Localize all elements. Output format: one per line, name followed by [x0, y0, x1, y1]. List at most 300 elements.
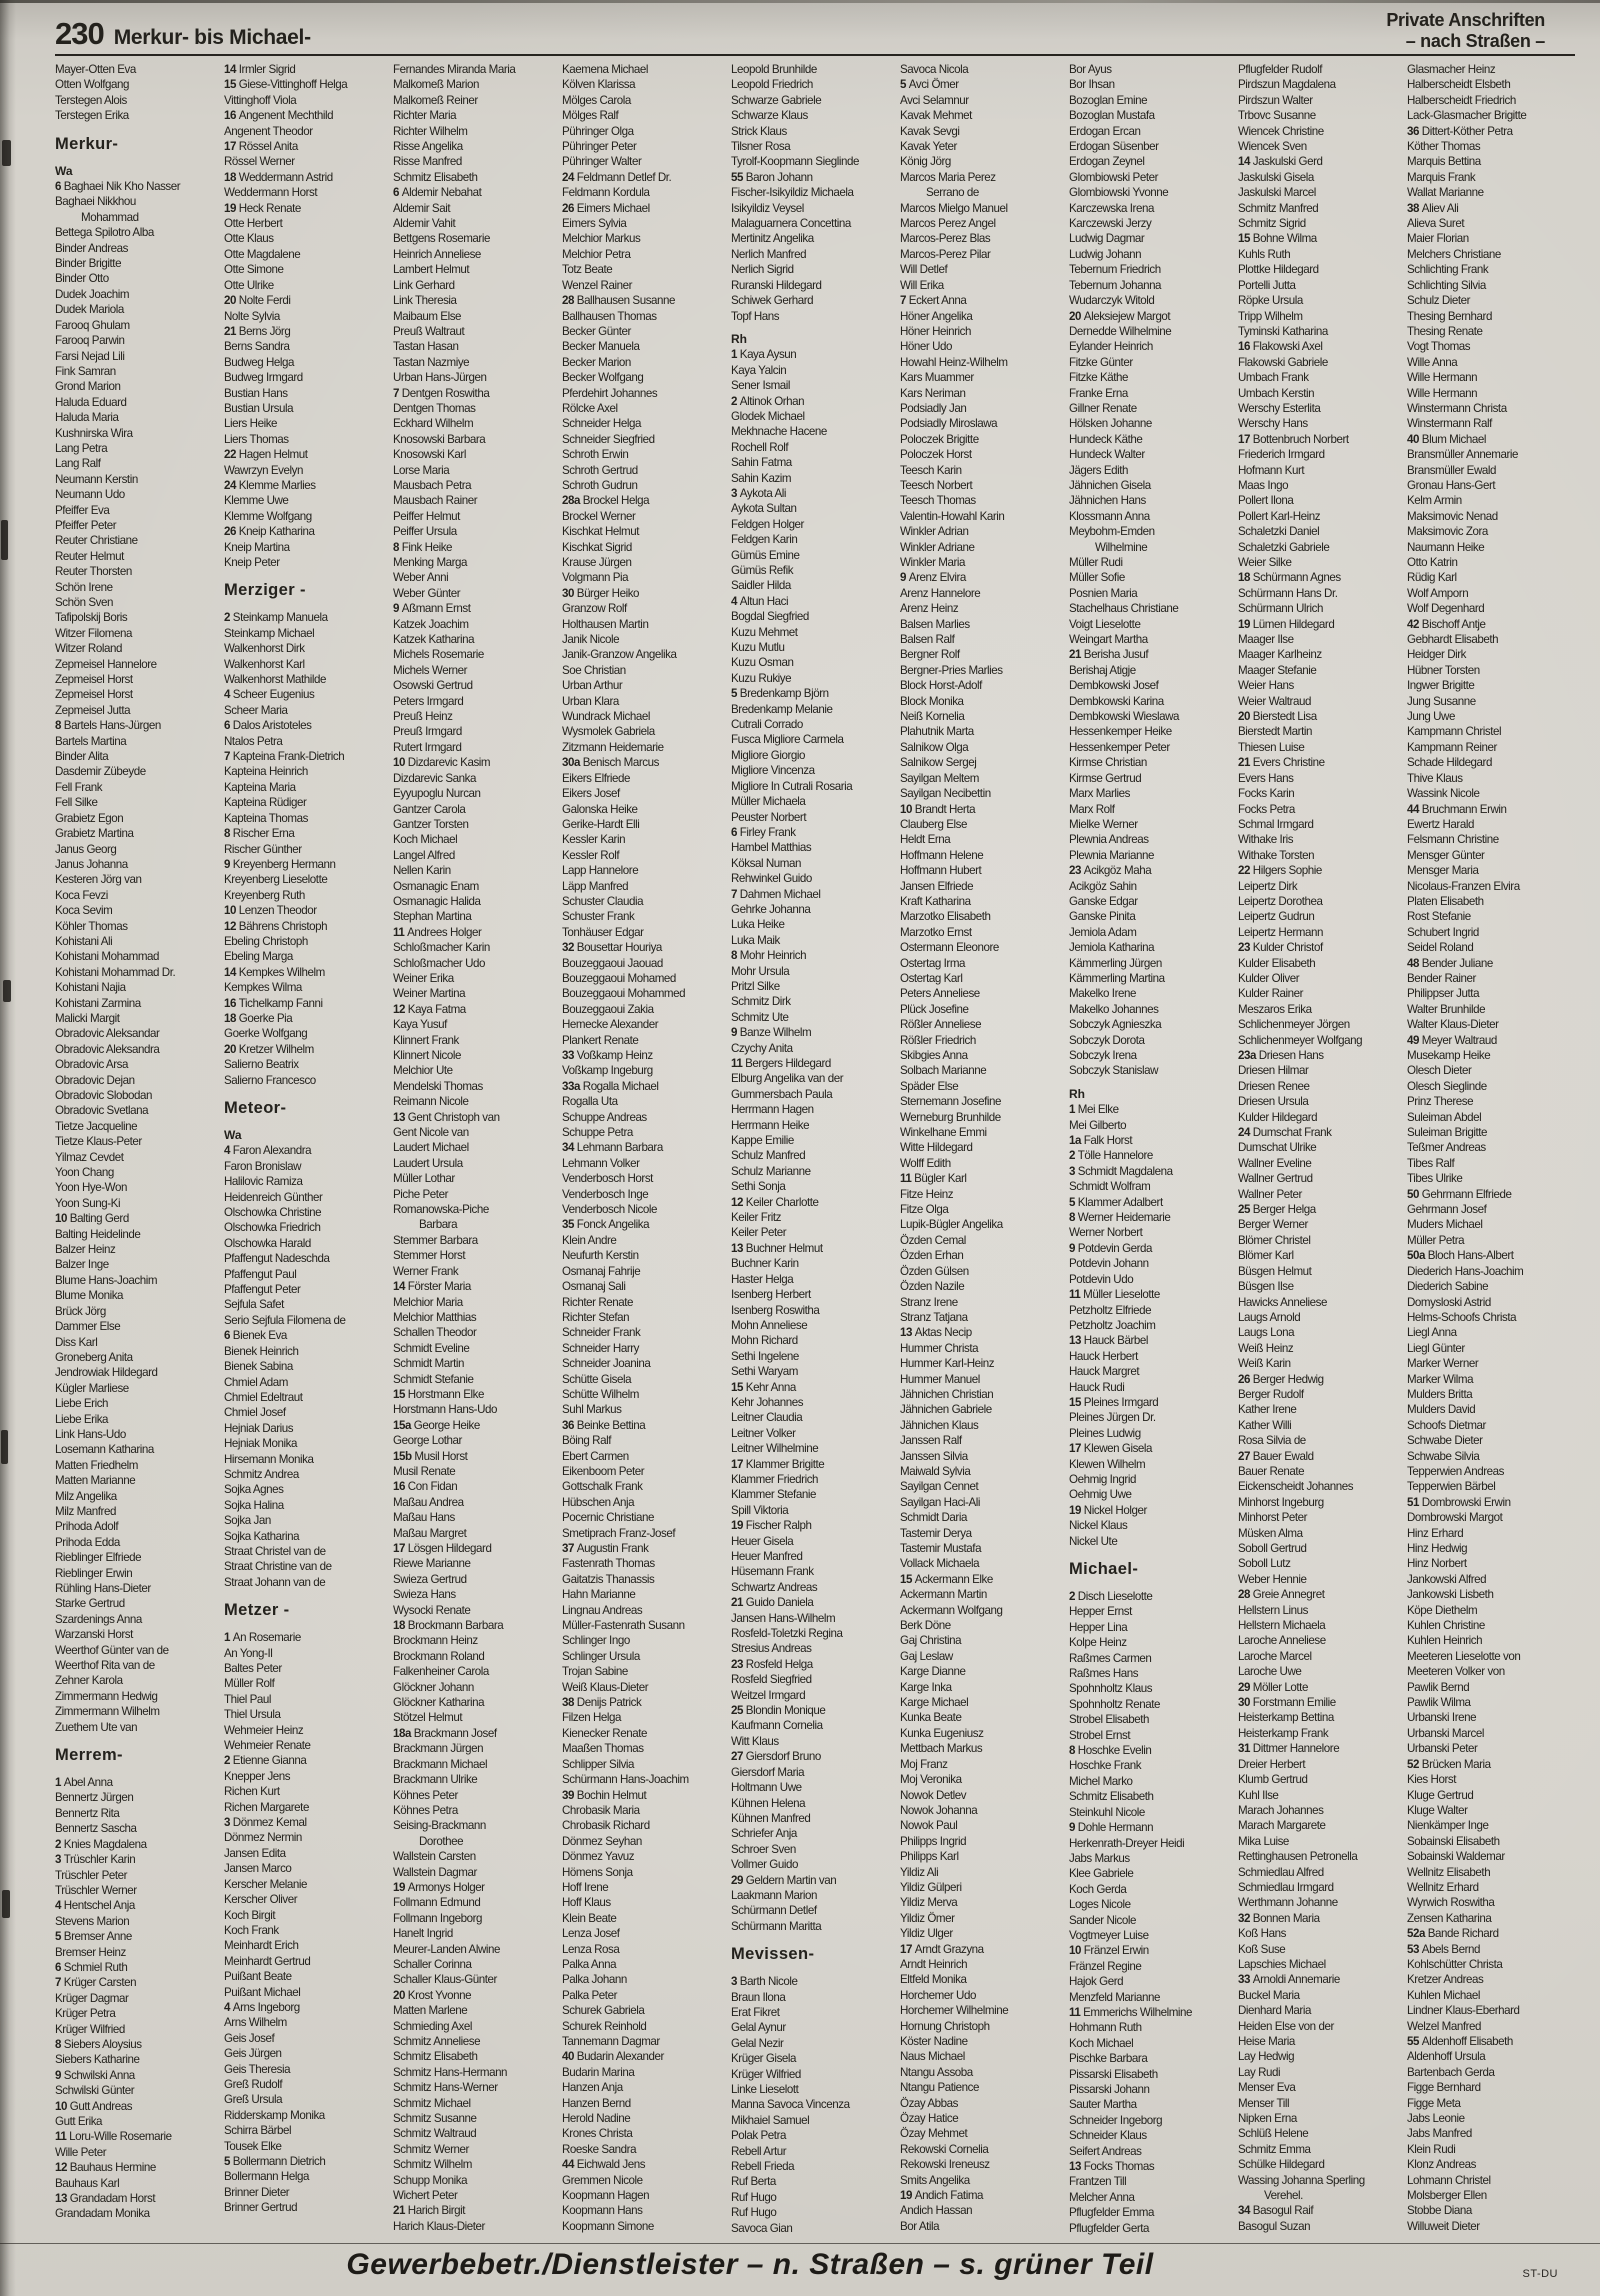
directory-entry: 2 Knies Magdalena	[55, 1837, 147, 1851]
directory-entry: Rössel Werner	[224, 155, 295, 169]
directory-entry: Kather Willi	[1238, 1418, 1292, 1432]
directory-entry: Bienek Heinrich	[224, 1344, 299, 1358]
directory-entry: Hinz Norbert	[1407, 1557, 1467, 1571]
directory-entry: Molsberger Ellen	[1407, 2189, 1487, 2203]
directory-entry: Dentgen Thomas	[393, 401, 476, 415]
directory-entry: Ruranski Hildegard	[731, 278, 822, 292]
directory-entry: 18 Brockmann Barbara	[393, 1619, 504, 1633]
directory-entry: Kampmann Christel	[1407, 725, 1502, 739]
directory-entry: Brinner Gertrud	[224, 2201, 298, 2215]
directory-entry: Soboll Lutz	[1238, 1557, 1291, 1571]
directory-entry: Fernandes Miranda Maria	[393, 63, 516, 76]
directory-entry: Block Horst-Adolf	[900, 679, 982, 693]
directory-entry: Laugs Lona	[1238, 1326, 1295, 1340]
directory-entry: Heinrich Anneliese	[393, 247, 481, 261]
directory-entry: Schmitz Hans-Hermann	[393, 2065, 508, 2079]
directory-entry: Glöckner Johann	[393, 1680, 474, 1694]
directory-entry: Braun Ilona	[731, 1990, 786, 2004]
directory-entry: 15 Pleines Irmgard	[1069, 1395, 1159, 1409]
directory-entry: Ackermann Martin	[900, 1588, 987, 1602]
directory-entry: 17 Lösgen Hildegard	[393, 1542, 492, 1555]
directory-entry: Preuß Irmgard	[393, 725, 462, 739]
directory-entry: Romanowska-Piche	[393, 1203, 489, 1217]
directory-entry: Winstermann Ralf	[1407, 417, 1492, 431]
directory-entry: Binder Andreas	[55, 241, 128, 255]
directory-entry: Malkomeß Marion	[393, 78, 480, 92]
directory-entry: Riewe Marianne	[393, 1557, 471, 1571]
directory-entry: Zimmermann Hedwig	[55, 1689, 158, 1703]
directory-entry: Oehmig Uwe	[1069, 1488, 1132, 1502]
directory-entry: Sethi Ingelene	[731, 1349, 799, 1363]
directory-entry: Mielke Werner	[1069, 817, 1138, 831]
directory-entry: Thive Klaus	[1407, 771, 1463, 785]
directory-entry: Milz Manfred	[55, 1504, 116, 1518]
directory-entry: Rochell Rolf	[731, 440, 789, 454]
directory-entry: 33 Arnoldi Annemarie	[1238, 1973, 1340, 1987]
directory-entry: Tastemir Mustafa	[900, 1542, 982, 1555]
directory-entry: Neumann Udo	[55, 488, 125, 502]
directory-entry: Neumann Kerstin	[55, 472, 138, 486]
directory-entry: 8 Werner Heidemarie	[1069, 1211, 1171, 1225]
directory-entry: 19 Lümen Hildegard	[1238, 617, 1335, 631]
directory-entry: 33 Voßkamp Heinz	[562, 1049, 653, 1062]
directory-entry: Kohistani Mohammad Dr.	[55, 965, 176, 979]
directory-entry: Kohistani Zarmina	[55, 996, 141, 1010]
directory-entry: Helms-Schoofs Christa	[1407, 1310, 1517, 1324]
directory-entry: Kunka Eugeniusz	[900, 1726, 984, 1740]
directory-entry: Erdogan Zeynel	[1069, 155, 1145, 169]
directory-entry: Berishaj Atigje	[1069, 663, 1136, 677]
directory-entry: 2 Tölle Hannelore	[1069, 1149, 1153, 1163]
directory-entry: Bennertz Sascha	[55, 1822, 137, 1836]
directory-entry: Gillner Renate	[1069, 401, 1137, 415]
directory-entry: Bor Ihsan	[1069, 78, 1115, 92]
directory-entry: Jähnichen Gabriele	[900, 1403, 992, 1417]
directory-entry: Klumb Gertrud	[1238, 1773, 1308, 1787]
directory-entry: Rosa Silvia de	[1238, 1434, 1306, 1448]
directory-columns	[55, 62, 1575, 2236]
directory-entry: Kischkat Sigrid	[562, 540, 632, 554]
directory-entry: Platen Elisabeth	[1407, 894, 1484, 908]
directory-entry: Sobczyk Stanislaw	[1069, 1064, 1159, 1078]
directory-entry: 34 Basogul Raif	[1238, 2204, 1314, 2218]
directory-entry: Dönmez Yavuz	[562, 1850, 635, 1864]
directory-entry: Schmitz Emma	[1238, 2142, 1311, 2156]
directory-entry: Aykota Sultan	[731, 502, 797, 516]
directory-entry: Diederich Sabine	[1407, 1280, 1489, 1294]
directory-entry: Ntalos Petra	[224, 734, 283, 748]
directory-entry: Wille Peter	[55, 2145, 107, 2159]
directory-entry: Sobczyk Irena	[1069, 1049, 1137, 1062]
directory-entry: Zepmeisel Horst	[55, 673, 133, 687]
directory-entry: Wallner Eveline	[1238, 1156, 1312, 1170]
directory-entry: 14 Förster Maria	[393, 1280, 471, 1294]
directory-entry: Koch Frank	[224, 1923, 279, 1937]
directory-entry: Bettgens Rosemarie	[393, 232, 490, 246]
directory-entry: Dreier Herbert	[1238, 1757, 1306, 1771]
directory-entry: Marzotko Ernst	[900, 925, 972, 939]
directory-entry: Follmann Ingeborg	[393, 1911, 483, 1925]
directory-entry: Schwabe Silvia	[1407, 1449, 1480, 1463]
directory-entry: Fell Frank	[55, 780, 103, 794]
directory-entry: Schmitz Michael	[393, 2096, 471, 2110]
directory-entry: Kohistani Mohammad	[55, 950, 160, 964]
directory-entry: Teesch Norbert	[900, 478, 973, 492]
directory-entry: Lohmann Christel	[1407, 2173, 1491, 2187]
directory-entry: Kneip Peter	[224, 556, 280, 569]
directory-entry: Fränzel Regine	[1069, 1959, 1142, 1973]
directory-entry: Pischke Barbara	[1069, 2052, 1148, 2066]
directory-entry: Melchior Petra	[562, 247, 631, 261]
directory-entry: Koopmann Simone	[562, 2219, 654, 2233]
directory-entry: Matten Marianne	[55, 1474, 136, 1488]
directory-entry: Gelal Nezir	[731, 2036, 784, 2050]
street-section-header: Merrem-	[55, 1746, 123, 1765]
directory-entry: Janus Johanna	[55, 857, 128, 871]
directory-entry: 24 Feldmann Detlef Dr.	[562, 170, 672, 184]
column-gap	[731, 1966, 891, 1974]
directory-entry: 2 Disch Lieselotte	[1069, 1590, 1153, 1603]
directory-entry: Köhnes Peter	[393, 1788, 458, 1802]
directory-entry: Schürmann Maritta	[731, 1919, 822, 1933]
directory-entry: Rebell Frieda	[731, 2160, 795, 2174]
directory-entry: Leipertz Gudrun	[1238, 910, 1315, 924]
directory-entry: Terstegen Erika	[55, 109, 129, 123]
directory-entry: Krones Christa	[562, 2127, 633, 2141]
directory-entry: 52 Brücken Maria	[1407, 1757, 1491, 1771]
directory-entry: Pirdszun Magdalena	[1238, 78, 1336, 92]
directory-entry: Liegl Günter	[1407, 1341, 1465, 1355]
directory-entry: Totz Beate	[562, 263, 613, 277]
directory-entry: Kapteina Thomas	[224, 811, 308, 825]
directory-entry: Sahin Fatma	[731, 456, 792, 470]
directory-entry: Brackmann Ulrike	[393, 1773, 478, 1787]
directory-entry: Melcher Anna	[1069, 2190, 1135, 2204]
directory-entry: 19 Nickel Holger	[1069, 1503, 1147, 1517]
directory-entry: 8 Siebers Aloysius	[55, 2037, 142, 2051]
directory-entry: Jabs Markus	[1069, 1851, 1130, 1865]
directory-entry: 7 Kapteina Frank-Dietrich	[224, 750, 345, 764]
directory-entry: Läpp Manfred	[562, 879, 629, 893]
directory-entry: Peuster Norbert	[731, 810, 807, 824]
street-section-header: Metzer -	[224, 1601, 290, 1620]
directory-entry: Straat Johann van de	[224, 1575, 326, 1589]
directory-entry: Zimmermann Wilhelm	[55, 1705, 160, 1719]
column-gap	[224, 1622, 384, 1630]
directory-entry: Dönmez Seyhan	[562, 1834, 642, 1848]
directory-entry: 14 Kempkes Wilhelm	[224, 965, 325, 979]
directory-entry: 49 Meyer Waltraud	[1407, 1033, 1497, 1047]
directory-entry: Otte Herbert	[224, 217, 283, 231]
directory-entry: Block Monika	[900, 694, 964, 708]
directory-entry: Schuster Frank	[562, 910, 635, 924]
directory-entry: Maksimovic Zora	[1407, 525, 1488, 539]
directory-entry: Meybohm-Emden	[1069, 525, 1155, 539]
directory-entry: Schroth Erwin	[562, 448, 629, 462]
directory-entry: Ebeling Christoph	[224, 934, 308, 948]
directory-entry: Will Detlef	[900, 263, 948, 277]
directory-entry: Knosowski Barbara	[393, 432, 486, 446]
directory-entry: Peiffer Ursula	[393, 525, 457, 539]
directory-entry: Marx Marlies	[1069, 787, 1130, 801]
street-section-header: Michael-	[1069, 1560, 1139, 1578]
directory-entry: Hübschen Anja	[562, 1495, 635, 1509]
directory-entry: Vogt Thomas	[1407, 340, 1471, 354]
directory-entry: Groneberg Anita	[55, 1350, 133, 1364]
directory-entry: Osmanaj Sali	[562, 1280, 626, 1294]
directory-entry: Bettega Spilotro Alba	[55, 226, 154, 240]
directory-entry: Jaskulski Gisela	[1238, 170, 1314, 184]
directory-entry: Bouzeggaoui Jaouad	[562, 956, 663, 970]
directory-entry: Reuter Christiane	[55, 534, 138, 548]
directory-entry: Gottschalk Frank	[562, 1480, 643, 1494]
directory-entry: Kreyenberg Lieselotte	[224, 873, 328, 887]
directory-entry: Schwabe Dieter	[1407, 1434, 1483, 1448]
directory-entry: Dönmez Nermin	[224, 1831, 302, 1845]
directory-entry: Nickel Ute	[1069, 1534, 1118, 1548]
directory-entry: Ballhausen Thomas	[562, 309, 657, 323]
directory-entry: Kessler Karin	[562, 833, 626, 847]
directory-entry: Grandadam Monika	[55, 2207, 150, 2221]
directory-entry: Straat Christine van de	[224, 1560, 332, 1574]
directory-entry: 7 Dentgen Roswitha	[393, 386, 490, 400]
directory-entry: 13 Buchner Helmut	[731, 1241, 823, 1255]
directory-entry: Weerthof Rita van de	[55, 1659, 155, 1673]
directory-entry: Gaj Leslaw	[900, 1649, 953, 1663]
directory-entry: Urbanski Marcel	[1407, 1726, 1485, 1740]
directory-entry: Fitzke Käthe	[1069, 371, 1129, 385]
directory-entry: Schürmann Hans Dr.	[1238, 586, 1338, 600]
directory-entry: 9 Potdevin Gerda	[1069, 1241, 1153, 1255]
directory-entry: Koopmann Hagen	[562, 2189, 650, 2203]
directory-entry: Schmitz Werner	[393, 2142, 469, 2156]
directory-entry: Pfeiffer Eva	[55, 503, 110, 517]
directory-entry: Chmiel Adam	[224, 1375, 288, 1389]
directory-entry: Urbanski Irene	[1407, 1711, 1477, 1725]
directory-entry: Manna Savoca Vincenza	[731, 2098, 850, 2112]
directory-entry: 5 Klammer Adalbert	[1069, 1195, 1163, 1209]
directory-entry: Schlichenmeyer Wolfgang	[1238, 1033, 1363, 1047]
directory-entry: König Jörg	[900, 155, 951, 169]
directory-entry: Plottke Hildegard	[1238, 263, 1319, 277]
directory-entry: Dizdarevic Sanka	[393, 771, 477, 785]
directory-entry: Kuhlen Heinrich	[1407, 1634, 1483, 1648]
directory-entry: Koopmann Hans	[562, 2204, 643, 2218]
directory-entry: Kühnen Manfred	[731, 1811, 811, 1825]
page-header-right	[1386, 10, 1545, 52]
directory-entry: Vollmer Guido	[731, 1858, 798, 1872]
column-gap	[55, 1767, 215, 1775]
directory-entry: Koch Birgit	[224, 1908, 276, 1922]
directory-entry: Nowok Paul	[900, 1819, 958, 1833]
directory-entry: 4 Hentschel Anja	[55, 1899, 135, 1913]
directory-entry: Franke Erna	[1069, 386, 1128, 400]
directory-entry: Liegl Anna	[1407, 1326, 1457, 1340]
directory-entry: Koß Suse	[1238, 1942, 1286, 1956]
directory-entry: Olesch Dieter	[1407, 1064, 1472, 1078]
directory-entry: Stevens Marion	[55, 1914, 130, 1928]
directory-entry: Arenz Heinz	[900, 602, 959, 616]
directory-entry: Tafipolskij Boris	[55, 611, 128, 625]
directory-entry: Laudert Michael	[393, 1141, 469, 1155]
directory-entry: Zensen Katharina	[1407, 1911, 1492, 1925]
directory-entry: Kaemena Michael	[562, 63, 649, 76]
directory-entry: Ackermann Wolfgang	[900, 1603, 1003, 1617]
directory-entry: Portelli Jutta	[1238, 278, 1296, 292]
directory-entry: Philippser Jutta	[1407, 987, 1480, 1001]
directory-entry: Blömer Christel	[1238, 1233, 1311, 1247]
directory-entry: Müller-Fastenrath Susann	[562, 1619, 685, 1633]
directory-entry: Liebe Erich	[55, 1397, 109, 1411]
directory-entry: Balzer Heinz	[55, 1243, 116, 1257]
directory-entry: Strick Klaus	[731, 124, 787, 138]
directory-entry: 40 Blum Michael	[1407, 432, 1486, 446]
directory-entry: Nowok Detlev	[900, 1788, 967, 1802]
directory-entry: Stresius Andreas	[731, 1642, 812, 1656]
directory-entry: Lupik-Bügler Angelika	[900, 1218, 1003, 1232]
directory-entry: Focks Karin	[1238, 787, 1295, 801]
directory-entry: Rettinghausen Petronella	[1238, 1850, 1358, 1864]
directory-entry: Thiel Ursula	[224, 1708, 281, 1722]
directory-entry: 20 Kretzer Wilhelm	[224, 1042, 314, 1056]
directory-entry: Balsen Marlies	[900, 617, 970, 631]
directory-entry: Lenza Josef	[562, 1927, 620, 1941]
directory-entry: Kuhl Ilse	[1238, 1788, 1279, 1802]
directory-entry: 2 Altinok Orhan	[731, 394, 805, 408]
directory-entry: Kapteina Maria	[224, 780, 296, 794]
directory-entry: Faron Bronislaw	[224, 1159, 302, 1173]
directory-entry: Weiß Klaus-Dieter	[562, 1680, 649, 1694]
directory-entry: Rebell Artur	[731, 2144, 787, 2158]
directory-entry: Schlinger Ingo	[562, 1634, 630, 1648]
directory-entry: Eikers Elfriede	[562, 771, 630, 785]
directory-entry: Piche Peter	[393, 1187, 448, 1201]
directory-entry: Hahn Marianne	[562, 1588, 636, 1602]
directory-entry: Gummersbach Paula	[731, 1087, 833, 1101]
directory-entry: 20 Bierstedt Lisa	[1238, 710, 1317, 724]
directory-entry: Pflugfelder Emma	[1069, 2206, 1154, 2220]
directory-entry: Ridderskamp Monika	[224, 2108, 325, 2122]
directory-entry: Haluda Eduard	[55, 395, 127, 409]
directory-entry: Berger Rudolf	[1238, 1387, 1304, 1401]
directory-entry: Kavak Mehmet	[900, 109, 972, 123]
directory-entry: Janus Georg	[55, 842, 117, 856]
directory-entry: Hundeck Walter	[1069, 448, 1145, 462]
directory-entry: 17 Rössel Anita	[224, 140, 298, 154]
directory-entry: Czychy Anita	[731, 1041, 793, 1055]
directory-entry: Schmitz Hans-Werner	[393, 2081, 498, 2095]
directory-entry: Greß Ursula	[224, 2093, 283, 2107]
directory-entry: Schlipper Silvia	[562, 1757, 635, 1771]
directory-entry: Arenz Hannelore	[900, 586, 981, 600]
directory-entry: Kaya Yalcin	[731, 363, 787, 377]
directory-entry: 23 Acikgöz Maha	[1069, 864, 1152, 878]
directory-entry: Kulder Elisabeth	[1238, 956, 1316, 970]
directory-entry: Maibaum Else	[393, 309, 462, 323]
directory-entry: 20 Nolte Ferdi	[224, 294, 291, 308]
directory-entry: Hellstern Michaela	[1238, 1619, 1326, 1633]
directory-entry: Wysocki Renate	[393, 1603, 471, 1617]
directory-entry: Wallstein Dagmar	[393, 1865, 477, 1879]
directory-entry: Jaskulski Marcel	[1238, 186, 1316, 200]
directory-entry: Laroche Anneliese	[1238, 1634, 1326, 1648]
directory-entry: Topf Hans	[731, 309, 780, 323]
directory-entry: Elburg Angelika van der	[731, 1072, 844, 1086]
directory-entry: Katzek Katharina	[393, 633, 475, 647]
directory-entry: Herkenrath-Dreyer Heidi	[1069, 1836, 1185, 1850]
directory-entry: Meeteren Lieselotte von	[1407, 1649, 1521, 1663]
directory-entry: Bransmüller Annemarie	[1407, 448, 1519, 462]
directory-entry: Schmitz Elisabeth	[393, 2050, 478, 2064]
district-marker: Rh	[731, 331, 747, 346]
directory-entry: Moj Franz	[900, 1757, 948, 1771]
directory-entry: Frantzen Till	[1069, 2175, 1127, 2189]
directory-entry: 36 Beinke Bettina	[562, 1418, 646, 1432]
directory-entry: Kischkat Helmut	[562, 525, 640, 539]
directory-entry: Dembkowski Karina	[1069, 694, 1164, 708]
directory-entry: 31 Dittmer Hannelore	[1238, 1742, 1340, 1756]
directory-entry: Willuweit Dieter	[1407, 2219, 1480, 2233]
directory-entry: Pirdszun Walter	[1238, 93, 1313, 107]
directory-entry: Driesen Hilmar	[1238, 1064, 1309, 1078]
directory-entry: Farooq Ghulam	[55, 318, 130, 332]
directory-entry: Pawlik Wilma	[1407, 1696, 1471, 1710]
directory-entry: 8 Hoschke Evelin	[1069, 1744, 1152, 1758]
directory-entry: Bouzeggaoui Zakia	[562, 1002, 654, 1016]
directory-entry: Fastenrath Thomas	[562, 1557, 655, 1571]
directory-entry: Ganske Edgar	[1069, 894, 1138, 908]
directory-entry: Seidel Roland	[1407, 941, 1474, 955]
district-marker: Wa	[224, 1128, 242, 1142]
directory-entry: 19 Fischer Ralph	[731, 1519, 812, 1533]
directory-entry: Werschy Hans	[1238, 417, 1308, 431]
directory-entry: Migliore Vincenza	[731, 764, 815, 778]
directory-entry: Voßkamp Ingeburg	[562, 1064, 653, 1078]
directory-entry: Basogul Suzan	[1238, 2219, 1311, 2233]
directory-entry: Hohmann Ruth	[1069, 2021, 1142, 2035]
directory-entry: Haluda Maria	[55, 411, 119, 425]
directory-entry: Maßau Margret	[393, 1526, 467, 1540]
directory-entry: Kelm Armin	[1407, 494, 1462, 508]
directory-entry: Kerscher Melanie	[224, 1877, 308, 1891]
directory-entry: Schmidt Daria	[900, 1511, 967, 1525]
directory-entry: Marker Werner	[1407, 1357, 1479, 1371]
directory-entry: 13 Focks Thomas	[1069, 2160, 1155, 2174]
directory-entry: Otten Wolfgang	[55, 78, 130, 92]
directory-entry: Liers Heike	[224, 417, 278, 431]
directory-entry: Acikgöz Sahin	[1069, 879, 1137, 893]
directory-entry: Rutert Irmgard	[393, 740, 462, 754]
directory-entry: Karczewski Jerzy	[1069, 217, 1152, 231]
directory-entry: Leitner Claudia	[731, 1411, 803, 1425]
directory-entry: Koch Gerda	[1069, 1882, 1127, 1896]
directory-entry: Schwartz Andreas	[731, 1580, 818, 1594]
directory-entry: Wudarczyk Witold	[1069, 294, 1155, 308]
directory-entry: Menser Eva	[1238, 2081, 1296, 2095]
directory-entry: Buchner Karin	[731, 1257, 799, 1271]
directory-entry: Salierno Beatrix	[224, 1058, 299, 1072]
footer-rule	[0, 2243, 1600, 2244]
directory-entry: Voigt Lieselotte	[1069, 617, 1141, 631]
directory-entry: Schlichenmeyer Jörgen	[1238, 1018, 1350, 1032]
directory-entry: Jung Uwe	[1407, 710, 1455, 724]
directory-entry: Sahin Kazim	[731, 471, 792, 485]
directory-entry: Werner Norbert	[1069, 1226, 1143, 1240]
directory-entry: Schmitz Waltraud	[393, 2127, 477, 2141]
directory-entry: Smetiprach Franz-Josef	[562, 1526, 676, 1540]
directory-entry: Rieblinger Erwin	[55, 1566, 133, 1580]
directory-entry: Dudek Joachim	[55, 287, 130, 301]
